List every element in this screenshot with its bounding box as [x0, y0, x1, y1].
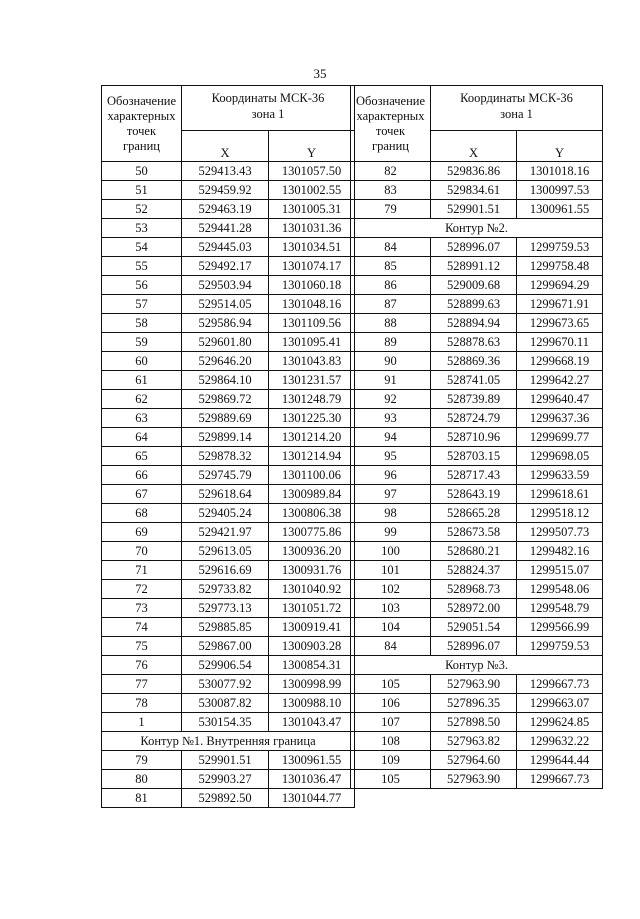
table-row [351, 314, 603, 333]
x-cell: 529901.51 [182, 751, 269, 770]
coordinates-table-right [350, 85, 603, 789]
point-number-cell: 54 [102, 238, 182, 257]
y-cell: 1299618.61 [517, 485, 603, 504]
table-row [351, 618, 603, 637]
y-cell: 1299667.73 [517, 770, 603, 789]
x-cell: 529892.50 [182, 789, 269, 808]
y-cell: 1301100.06 [269, 466, 355, 485]
table-row [102, 371, 355, 390]
table-row [351, 428, 603, 447]
y-cell: 1301051.72 [269, 599, 355, 618]
point-number-cell: 65 [102, 447, 182, 466]
y-cell: 1299759.53 [517, 238, 603, 257]
y-cell: 1300903.28 [269, 637, 355, 656]
table-row [102, 770, 355, 789]
x-cell: 528996.07 [431, 637, 517, 656]
point-number-cell: 90 [351, 352, 431, 371]
point-number-cell: 64 [102, 428, 182, 447]
y-cell: 1299668.19 [517, 352, 603, 371]
x-cell: 529463.19 [182, 200, 269, 219]
x-cell: 528991.12 [431, 257, 517, 276]
x-cell: 529445.03 [182, 238, 269, 257]
x-cell: 529745.79 [182, 466, 269, 485]
x-cell: 528869.36 [431, 352, 517, 371]
y-cell: 1299667.73 [517, 675, 603, 694]
point-number-cell: 93 [351, 409, 431, 428]
x-cell: 529616.69 [182, 561, 269, 580]
y-cell: 1299671.91 [517, 295, 603, 314]
point-number-cell: 105 [351, 675, 431, 694]
point-number-cell: 85 [351, 257, 431, 276]
x-cell: 529903.27 [182, 770, 269, 789]
y-cell: 1300998.99 [269, 675, 355, 694]
x-cell: 529834.61 [431, 181, 517, 200]
point-number-cell: 79 [102, 751, 182, 770]
table-row [351, 162, 603, 181]
y-cell: 1299642.27 [517, 371, 603, 390]
table-row [102, 238, 355, 257]
y-cell: 1300806.38 [269, 504, 355, 523]
x-cell: 529836.86 [431, 162, 517, 181]
point-number-cell: 105 [351, 770, 431, 789]
x-cell: 529889.69 [182, 409, 269, 428]
y-cell: 1301040.92 [269, 580, 355, 599]
y-cell: 1299644.44 [517, 751, 603, 770]
point-number-cell: 99 [351, 523, 431, 542]
table-row [351, 390, 603, 409]
x-cell: 529413.43 [182, 162, 269, 181]
x-cell: 527963.82 [431, 732, 517, 751]
table-row [102, 637, 355, 656]
y-cell: 1300988.10 [269, 694, 355, 713]
contour-row [351, 656, 603, 675]
x-cell: 528717.43 [431, 466, 517, 485]
point-number-cell: 109 [351, 751, 431, 770]
table-row [351, 333, 603, 352]
y-cell: 1301225.30 [269, 409, 355, 428]
table-row [102, 466, 355, 485]
x-cell: 529503.94 [182, 276, 269, 295]
y-cell: 1301031.36 [269, 219, 355, 238]
table-row [102, 409, 355, 428]
x-cell: 529733.82 [182, 580, 269, 599]
y-cell: 1299694.29 [517, 276, 603, 295]
point-number-cell: 57 [102, 295, 182, 314]
x-cell: 528710.96 [431, 428, 517, 447]
y-cell: 1300919.41 [269, 618, 355, 637]
x-cell: 528894.94 [431, 314, 517, 333]
x-cell: 529514.05 [182, 295, 269, 314]
contour-label: Контур №3. [351, 656, 603, 675]
y-cell: 1299632.22 [517, 732, 603, 751]
table-row [102, 314, 355, 333]
x-cell: 527963.90 [431, 770, 517, 789]
y-cell: 1300997.53 [517, 181, 603, 200]
point-number-cell: 68 [102, 504, 182, 523]
point-number-cell: 73 [102, 599, 182, 618]
y-cell: 1300961.55 [269, 751, 355, 770]
x-cell: 529646.20 [182, 352, 269, 371]
point-number-cell: 92 [351, 390, 431, 409]
point-number-cell: 108 [351, 732, 431, 751]
x-cell: 529899.14 [182, 428, 269, 447]
table-row [102, 181, 355, 200]
y-cell: 1301214.20 [269, 428, 355, 447]
point-number-cell: 101 [351, 561, 431, 580]
x-cell: 528972.00 [431, 599, 517, 618]
table-row [102, 333, 355, 352]
point-number-cell: 88 [351, 314, 431, 333]
header-x: X [182, 131, 269, 162]
y-cell: 1301018.16 [517, 162, 603, 181]
table-row [351, 371, 603, 390]
y-cell: 1301057.50 [269, 162, 355, 181]
x-cell: 529878.32 [182, 447, 269, 466]
y-cell: 1300961.55 [517, 200, 603, 219]
table-row [102, 257, 355, 276]
point-number-cell: 97 [351, 485, 431, 504]
y-cell: 1300775.86 [269, 523, 355, 542]
x-cell: 529867.00 [182, 637, 269, 656]
point-number-cell: 104 [351, 618, 431, 637]
contour-row [102, 732, 355, 751]
header-coordinates: Координаты МСК-36 зона 1 [431, 86, 603, 131]
x-cell: 527963.90 [431, 675, 517, 694]
y-cell: 1300989.84 [269, 485, 355, 504]
x-cell: 529586.94 [182, 314, 269, 333]
table-row [102, 295, 355, 314]
table-row [351, 466, 603, 485]
x-cell: 529492.17 [182, 257, 269, 276]
point-number-cell: 91 [351, 371, 431, 390]
table-row [102, 485, 355, 504]
header-designation: Обозначение характерных точек границ [351, 86, 431, 162]
point-number-cell: 53 [102, 219, 182, 238]
table-row [102, 447, 355, 466]
y-cell: 1299633.59 [517, 466, 603, 485]
table-row [351, 523, 603, 542]
y-cell: 1299673.65 [517, 314, 603, 333]
x-cell: 529864.10 [182, 371, 269, 390]
point-number-cell: 78 [102, 694, 182, 713]
table-row [102, 561, 355, 580]
table-row [351, 580, 603, 599]
y-cell: 1299566.99 [517, 618, 603, 637]
table-row [102, 618, 355, 637]
point-number-cell: 1 [102, 713, 182, 732]
table-row [351, 561, 603, 580]
y-cell: 1301005.31 [269, 200, 355, 219]
header-x: X [431, 131, 517, 162]
x-cell: 529885.85 [182, 618, 269, 637]
point-number-cell: 59 [102, 333, 182, 352]
point-number-cell: 107 [351, 713, 431, 732]
point-number-cell: 75 [102, 637, 182, 656]
table-row [351, 352, 603, 371]
point-number-cell: 106 [351, 694, 431, 713]
x-cell: 529901.51 [431, 200, 517, 219]
table-row [102, 200, 355, 219]
y-cell: 1301095.41 [269, 333, 355, 352]
x-cell: 529869.72 [182, 390, 269, 409]
point-number-cell: 82 [351, 162, 431, 181]
table-row [351, 770, 603, 789]
point-number-cell: 62 [102, 390, 182, 409]
point-number-cell: 56 [102, 276, 182, 295]
y-cell: 1299640.47 [517, 390, 603, 409]
y-cell: 1301060.18 [269, 276, 355, 295]
table-row [102, 789, 355, 808]
point-number-cell: 89 [351, 333, 431, 352]
x-cell: 528741.05 [431, 371, 517, 390]
y-cell: 1299670.11 [517, 333, 603, 352]
table-row [102, 675, 355, 694]
point-number-cell: 103 [351, 599, 431, 618]
x-cell: 529459.92 [182, 181, 269, 200]
point-number-cell: 76 [102, 656, 182, 675]
y-cell: 1300936.20 [269, 542, 355, 561]
point-number-cell: 70 [102, 542, 182, 561]
point-number-cell: 52 [102, 200, 182, 219]
table-row [351, 238, 603, 257]
y-cell: 1301048.16 [269, 295, 355, 314]
y-cell: 1299548.06 [517, 580, 603, 599]
x-cell: 527898.50 [431, 713, 517, 732]
x-cell: 530087.82 [182, 694, 269, 713]
x-cell: 528899.63 [431, 295, 517, 314]
x-cell: 530077.92 [182, 675, 269, 694]
point-number-cell: 63 [102, 409, 182, 428]
point-number-cell: 67 [102, 485, 182, 504]
x-cell: 528878.63 [431, 333, 517, 352]
y-cell: 1301043.47 [269, 713, 355, 732]
point-number-cell: 94 [351, 428, 431, 447]
header-y: Y [517, 131, 603, 162]
point-number-cell: 51 [102, 181, 182, 200]
point-number-cell: 100 [351, 542, 431, 561]
table-row [351, 599, 603, 618]
header-coordinates: Координаты МСК-36 зона 1 [182, 86, 355, 131]
table-row [351, 181, 603, 200]
x-cell: 529405.24 [182, 504, 269, 523]
point-number-cell: 69 [102, 523, 182, 542]
table-row [102, 276, 355, 295]
table-row [102, 523, 355, 542]
header-designation: Обозначение характерных точек границ [102, 86, 182, 162]
point-number-cell: 72 [102, 580, 182, 599]
y-cell: 1301231.57 [269, 371, 355, 390]
table-row [102, 390, 355, 409]
point-number-cell: 71 [102, 561, 182, 580]
point-number-cell: 60 [102, 352, 182, 371]
point-number-cell: 96 [351, 466, 431, 485]
y-cell: 1299482.16 [517, 542, 603, 561]
table-row [351, 447, 603, 466]
y-cell: 1299698.05 [517, 447, 603, 466]
point-number-cell: 102 [351, 580, 431, 599]
table-row [351, 694, 603, 713]
x-cell: 529441.28 [182, 219, 269, 238]
table-row [102, 352, 355, 371]
x-cell: 529618.64 [182, 485, 269, 504]
x-cell: 528996.07 [431, 238, 517, 257]
x-cell: 528680.21 [431, 542, 517, 561]
point-number-cell: 79 [351, 200, 431, 219]
y-cell: 1300854.31 [269, 656, 355, 675]
x-cell: 529601.80 [182, 333, 269, 352]
table-row [351, 485, 603, 504]
point-number-cell: 95 [351, 447, 431, 466]
y-cell: 1299507.73 [517, 523, 603, 542]
point-number-cell: 87 [351, 295, 431, 314]
x-cell: 527964.60 [431, 751, 517, 770]
table-row [351, 732, 603, 751]
y-cell: 1300931.76 [269, 561, 355, 580]
table-row [102, 504, 355, 523]
x-cell: 529773.13 [182, 599, 269, 618]
table-row [351, 675, 603, 694]
point-number-cell: 98 [351, 504, 431, 523]
page-number: 35 [313, 66, 327, 81]
table-row [351, 713, 603, 732]
table-row [351, 200, 603, 219]
y-cell: 1299637.36 [517, 409, 603, 428]
y-cell: 1299548.79 [517, 599, 603, 618]
point-number-cell: 84 [351, 637, 431, 656]
y-cell: 1301036.47 [269, 770, 355, 789]
y-cell: 1299518.12 [517, 504, 603, 523]
x-cell: 528643.19 [431, 485, 517, 504]
table-row [102, 542, 355, 561]
point-number-cell: 50 [102, 162, 182, 181]
table-row [102, 162, 355, 181]
y-cell: 1301002.55 [269, 181, 355, 200]
table-row [102, 219, 355, 238]
table-row [351, 751, 603, 770]
contour-row [351, 219, 603, 238]
table-row [351, 276, 603, 295]
y-cell: 1301074.17 [269, 257, 355, 276]
x-cell: 528724.79 [431, 409, 517, 428]
point-number-cell: 74 [102, 618, 182, 637]
y-cell: 1301043.83 [269, 352, 355, 371]
x-cell: 528824.37 [431, 561, 517, 580]
table-row [102, 751, 355, 770]
table-row [351, 257, 603, 276]
y-cell: 1299759.53 [517, 637, 603, 656]
header-y: Y [269, 131, 355, 162]
table-row [351, 637, 603, 656]
x-cell: 528673.58 [431, 523, 517, 542]
table-row [102, 713, 355, 732]
table-row [102, 580, 355, 599]
x-cell: 529421.97 [182, 523, 269, 542]
x-cell: 529613.05 [182, 542, 269, 561]
table-row [102, 428, 355, 447]
contour-label: Контур №2. [351, 219, 603, 238]
point-number-cell: 66 [102, 466, 182, 485]
table-row [102, 694, 355, 713]
point-number-cell: 83 [351, 181, 431, 200]
x-cell: 528968.73 [431, 580, 517, 599]
point-number-cell: 58 [102, 314, 182, 333]
table-row [102, 656, 355, 675]
y-cell: 1301109.56 [269, 314, 355, 333]
table-row [351, 409, 603, 428]
x-cell: 529009.68 [431, 276, 517, 295]
point-number-cell: 55 [102, 257, 182, 276]
point-number-cell: 86 [351, 276, 431, 295]
x-cell: 529051.54 [431, 618, 517, 637]
point-number-cell: 84 [351, 238, 431, 257]
table-row [102, 599, 355, 618]
point-number-cell: 61 [102, 371, 182, 390]
x-cell: 530154.35 [182, 713, 269, 732]
y-cell: 1299758.48 [517, 257, 603, 276]
y-cell: 1299699.77 [517, 428, 603, 447]
table-row [351, 504, 603, 523]
y-cell: 1299624.85 [517, 713, 603, 732]
x-cell: 528665.28 [431, 504, 517, 523]
x-cell: 529906.54 [182, 656, 269, 675]
contour-label: Контур №1. Внутренняя граница [102, 732, 355, 751]
y-cell: 1301034.51 [269, 238, 355, 257]
point-number-cell: 77 [102, 675, 182, 694]
x-cell: 527896.35 [431, 694, 517, 713]
y-cell: 1301214.94 [269, 447, 355, 466]
table-row [351, 295, 603, 314]
point-number-cell: 80 [102, 770, 182, 789]
y-cell: 1299663.07 [517, 694, 603, 713]
x-cell: 528739.89 [431, 390, 517, 409]
y-cell: 1301248.79 [269, 390, 355, 409]
point-number-cell: 81 [102, 789, 182, 808]
x-cell: 528703.15 [431, 447, 517, 466]
coordinates-table-left [101, 85, 355, 808]
y-cell: 1301044.77 [269, 789, 355, 808]
y-cell: 1299515.07 [517, 561, 603, 580]
table-row [351, 542, 603, 561]
